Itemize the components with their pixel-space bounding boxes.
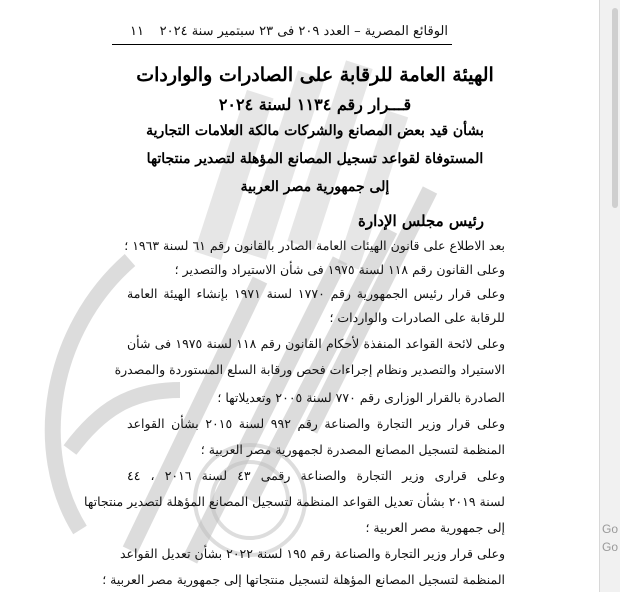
body-line: لسنة ٢٠١٩ بشأن تعديل القواعد المنظمة لتسجيل المصانع المؤهلة لتصدير منتجاتها — [84, 494, 505, 509]
body-line: الاستيراد والتصدير ونظام إجراءات فحص ورقابة السلع المستوردة والمصدرة — [114, 362, 505, 377]
body-line: وعلى القانون رقم ١١٨ لسنة ١٩٧٥ فى شأن الاستيراد والتصدير ؛ — [174, 262, 505, 277]
authority-title: الهيئة العامة للرقابة على الصادرات والواردات — [136, 64, 494, 86]
body-line: المنظمة لتسجيل المصانع المصدرة لجمهورية مصر العربية ؛ — [200, 442, 505, 457]
side-panel-text: Go Go — [601, 522, 618, 554]
decree-subject-line-1: بشأن قيد بعض المصانع والشركات مالكة العلامات التجارية — [146, 123, 484, 139]
decree-number: قـــرار رقم ١١٣٤ لسنة ٢٠٢٤ — [218, 95, 412, 114]
scrollbar[interactable] — [612, 8, 618, 208]
running-title: الوقائع المصرية – العدد ٢٠٩ فى ٢٣ سبتمير سنة ٢٠٢٤ — [159, 24, 448, 39]
decree-subject-line-2: المستوفاة لقواعد تسجيل المصانع المؤهلة لتصدير منتجاتها — [146, 151, 484, 167]
body-line: المنظمة لتسجيل المصانع المؤهلة لتسجيل منتجاتها إلى جمهورية مصر العربية ؛ — [102, 572, 505, 587]
body-line: بعد الاطلاع على قانون الهيئات العامة الصادر بالقانون رقم ٦١ لسنة ١٩٦٣ ؛ — [124, 238, 505, 253]
body-line: وعلى قرار رئيس الجمهورية رقم ١٧٧٠ لسنة ١٩٧١ بإنشاء الهيئة العامة — [127, 286, 505, 301]
body-line: الصادرة بالقرار الوزارى رقم ٧٧٠ لسنة ٢٠٠٥ وتعديلاتها ؛ — [217, 390, 505, 405]
section-heading: رئيس مجلس الإدارة — [358, 212, 484, 230]
side-panel — [599, 0, 620, 592]
body-line: وعلى قرارى وزير التجارة والصناعة رقمى ٤٣ لسنة ٢٠١٦ ، ٤٤ — [127, 468, 506, 483]
body-line: إلى جمهورية مصر العربية ؛ — [365, 520, 505, 535]
body-line: وعلى قرار وزير التجارة والصناعة رقم ٩٩٢ لسنة ٢٠١٥ بشأن القواعد — [127, 416, 506, 431]
page-number: ١١ — [130, 24, 144, 39]
body-line: للرقابة على الصادرات والواردات ؛ — [329, 310, 505, 325]
page-header — [112, 22, 452, 45]
body-line: وعلى لائحة القواعد المنفذة لأحكام القانون رقم ١١٨ لسنة ١٩٧٥ فى شأن — [127, 336, 505, 351]
body-line: وعلى قرار وزير التجارة والصناعة رقم ١٩٥ لسنة ٢٠٢٢ بشأن تعديل القواعد — [120, 546, 505, 561]
decree-subject-line-3: إلى جمهورية مصر العربية — [240, 179, 390, 195]
